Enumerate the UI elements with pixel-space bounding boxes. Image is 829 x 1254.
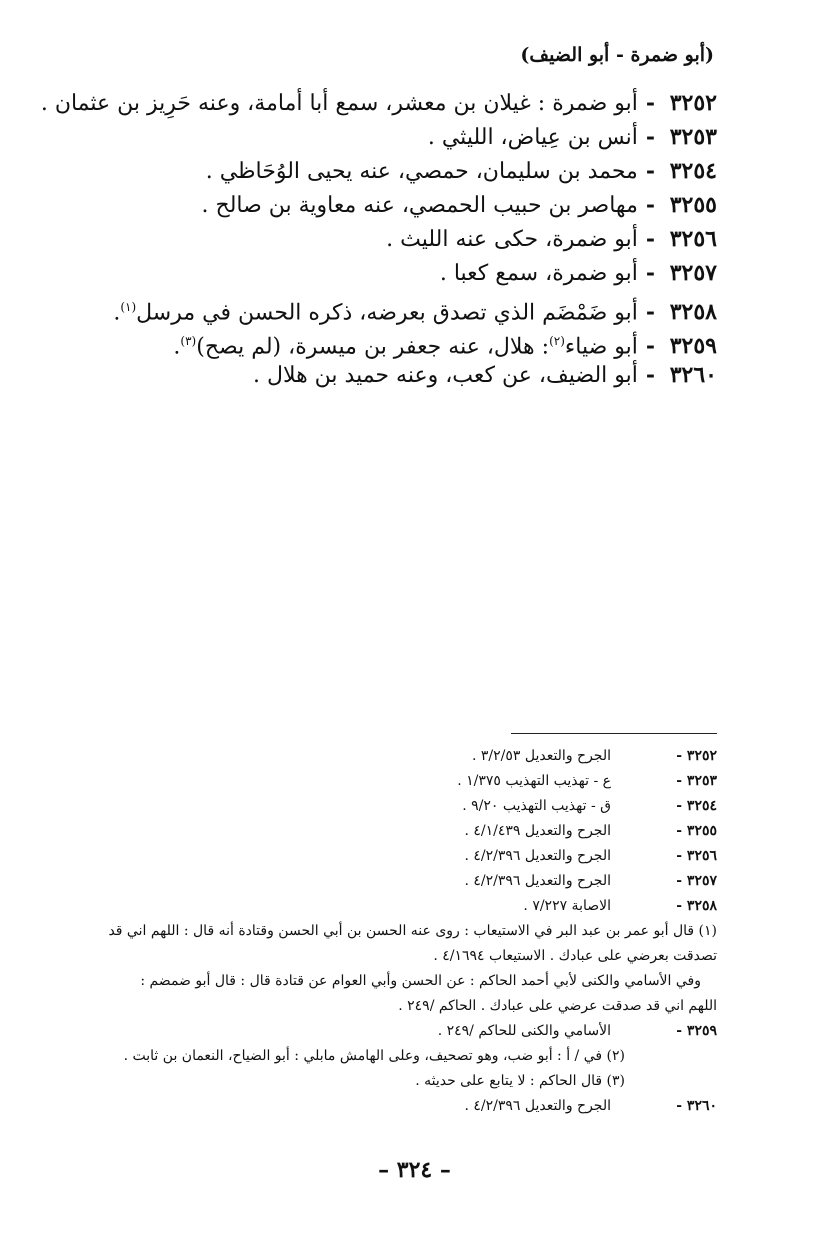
ref-3259 <box>107 1019 717 1044</box>
page-number: – ٣٢٤ – <box>378 1157 451 1183</box>
ref-number: ٣٢٥٣ - <box>676 773 717 789</box>
footnote-1 <box>107 919 717 1019</box>
entry-3255: ٣٢٥٥-مهاصر بن حبيب الحمصي، عنه معاوية بن صالح . <box>67 188 717 222</box>
ref-text: الأسامي والكنى للحاكم /٢٤٩ . <box>437 1023 611 1039</box>
entry-number: ٣٢٥٤ <box>669 158 717 184</box>
ref-3258 <box>107 894 717 919</box>
entry-text: أبو ضمرة : غيلان بن معشر، سمع أبا أمامة، وعنه حَرِيز بن عثمان . <box>40 91 638 116</box>
entry-text: أبو ضمرة، حكى عنه الليث . <box>386 227 638 252</box>
entry-3257: ٣٢٥٧-أبو ضمرة، سمع كعبا . <box>67 256 717 290</box>
entries-list <box>40 86 717 392</box>
ref-text: الجرح والتعديل ٤/٢/٣٩٦ . <box>464 873 611 889</box>
ref-text: الجرح والتعديل ٣/٢/٥٣ . <box>471 748 611 764</box>
ref-text: الاصابة ٧/٢٢٧ . <box>523 898 611 914</box>
entry-number: ٣٢٥٦ <box>669 226 717 252</box>
footnote-2-text: (٢) في / أ : أبو ضب، وهو تصحيف، وعلى الهامش مابلي : أبو الضياح، النعمان بن ثابت . <box>123 1048 625 1064</box>
entry-text: أبو ضياء <box>564 334 638 360</box>
ref-number: ٣٢٥٨ - <box>676 898 717 914</box>
footnote-3-text: (٣) قال الحاكم : لا يتابع على حديثه . <box>415 1073 625 1089</box>
ref-text: ق - تهذيب التهذيب ٩/٢٠ . <box>462 798 611 814</box>
entry-3256: ٣٢٥٦-أبو ضمرة، حكى عنه الليث . <box>67 222 717 256</box>
ref-3257 <box>107 869 717 894</box>
entry-text: مهاصر بن حبيب الحمصي، عنه معاوية بن صالح . <box>201 193 638 218</box>
entry-3252: ٣٢٥٢-أبو ضمرة : غيلان بن معشر، سمع أبا أمامة، وعنه حَرِيز بن عثمان . <box>67 86 717 120</box>
ref-text: ع - تهذيب التهذيب ١/٣٧٥ . <box>457 773 611 789</box>
ref-number: ٣٢٦٠ - <box>676 1098 717 1114</box>
entry-text: أبو الضيف، عن كعب، وعنه حميد بن هلال . <box>252 363 638 388</box>
entry-number: ٣٢٥٨ <box>669 299 717 326</box>
ref-text: الجرح والتعديل ٤/٢/٣٩٦ . <box>464 848 611 864</box>
entry-text: محمد بن سليمان، حمصي، عنه يحيى الوُحَاظي . <box>205 159 638 184</box>
entry-number: ٣٢٥٢ <box>669 90 717 116</box>
entry-3259: ٣٢٥٩-أبو ضياء$^{(٢)}$: هلال، عنه جعفر بن ميسرة، (لم يصح)$^{(٣)}$. <box>67 324 717 358</box>
page-header: (أبو ضمرة - أبو الضيف) <box>520 44 714 66</box>
ref-number: ٣٢٥٦ - <box>676 848 717 864</box>
ref-3254 <box>107 794 717 819</box>
footnote-2 <box>107 1044 717 1069</box>
ref-3260 <box>107 1094 717 1119</box>
footnote-ref: (١) <box>120 300 137 314</box>
footnotes <box>107 744 717 1119</box>
ref-3256 <box>107 844 717 869</box>
footnote-1-line-4: اللهم اني قد صدقت عرضي على عبادك . الحاكم /٢٤٩ . <box>398 998 717 1014</box>
ref-number: ٣٢٥٩ - <box>676 1023 717 1039</box>
entry-3260: ٣٢٦٠-أبو الضيف، عن كعب، وعنه حميد بن هلال . <box>67 358 717 392</box>
ref-number: ٣٢٥٢ - <box>676 748 717 764</box>
entry-number: ٣٢٥٣ <box>669 124 717 150</box>
entry-3258: ٣٢٥٨-أبو ضَمْضَم الذي تصدق بعرضه، ذكره الحسن في مرسل$^{(١)}$. <box>67 290 717 324</box>
ref-text: الجرح والتعديل ٤/٢/٣٩٦ . <box>464 1098 611 1114</box>
footnote-ref: (٢) <box>549 334 565 348</box>
footnote-3 <box>107 1069 717 1094</box>
ref-text: الجرح والتعديل ٤/١/٤٣٩ . <box>464 823 611 839</box>
footnote-1-line-1: (١) قال أبو عمر بن عبد البر في الاستيعاب : روى عنه الحسن بن أبي الحسن وقتادة أنه قال : اللهم اني قد <box>108 923 717 939</box>
entry-number: ٣٢٥٩ <box>669 333 717 360</box>
footnote-1-line-3: وفي الأسامي والكنى لأبي أحمد الحاكم : عن الحسن وأبي العوام عن قتادة قال : قال أبو ضمضم : <box>140 973 701 989</box>
entry-number: ٣٢٥٧ <box>669 260 717 286</box>
footnote-divider <box>511 733 717 734</box>
entry-3254: ٣٢٥٤-محمد بن سليمان، حمصي، عنه يحيى الوُحَاظي . <box>67 154 717 188</box>
entry-text: أبو ضمرة، سمع كعبا . <box>439 261 638 286</box>
entry-text: أنس بن عِياض، الليثي . <box>427 125 638 150</box>
ref-3253 <box>107 769 717 794</box>
entry-tail: . <box>173 334 181 360</box>
ref-number: ٣٢٥٧ - <box>676 873 717 889</box>
footnote-ref: (٣) <box>180 334 197 348</box>
ref-3255 <box>107 819 717 844</box>
entry-number: ٣٢٥٥ <box>669 192 717 218</box>
entry-tail: . <box>113 300 121 326</box>
entry-number: ٣٢٦٠ <box>669 362 717 388</box>
entry-3253: ٣٢٥٣-أنس بن عِياض، الليثي . <box>67 120 717 154</box>
footnote-1-line-2: تصدقت بعرضي على عبادك . الاستيعاب ٤/١٦٩٤ . <box>433 948 717 964</box>
ref-number: ٣٢٥٥ - <box>676 823 717 839</box>
entry-text: أبو ضَمْضَم الذي تصدق بعرضه، ذكره الحسن في مرسل <box>136 300 638 326</box>
entry-tail: : هلال، عنه جعفر بن ميسرة، (لم يصح) <box>196 334 550 360</box>
ref-number: ٣٢٥٤ - <box>676 798 717 814</box>
ref-3252 <box>107 744 717 769</box>
